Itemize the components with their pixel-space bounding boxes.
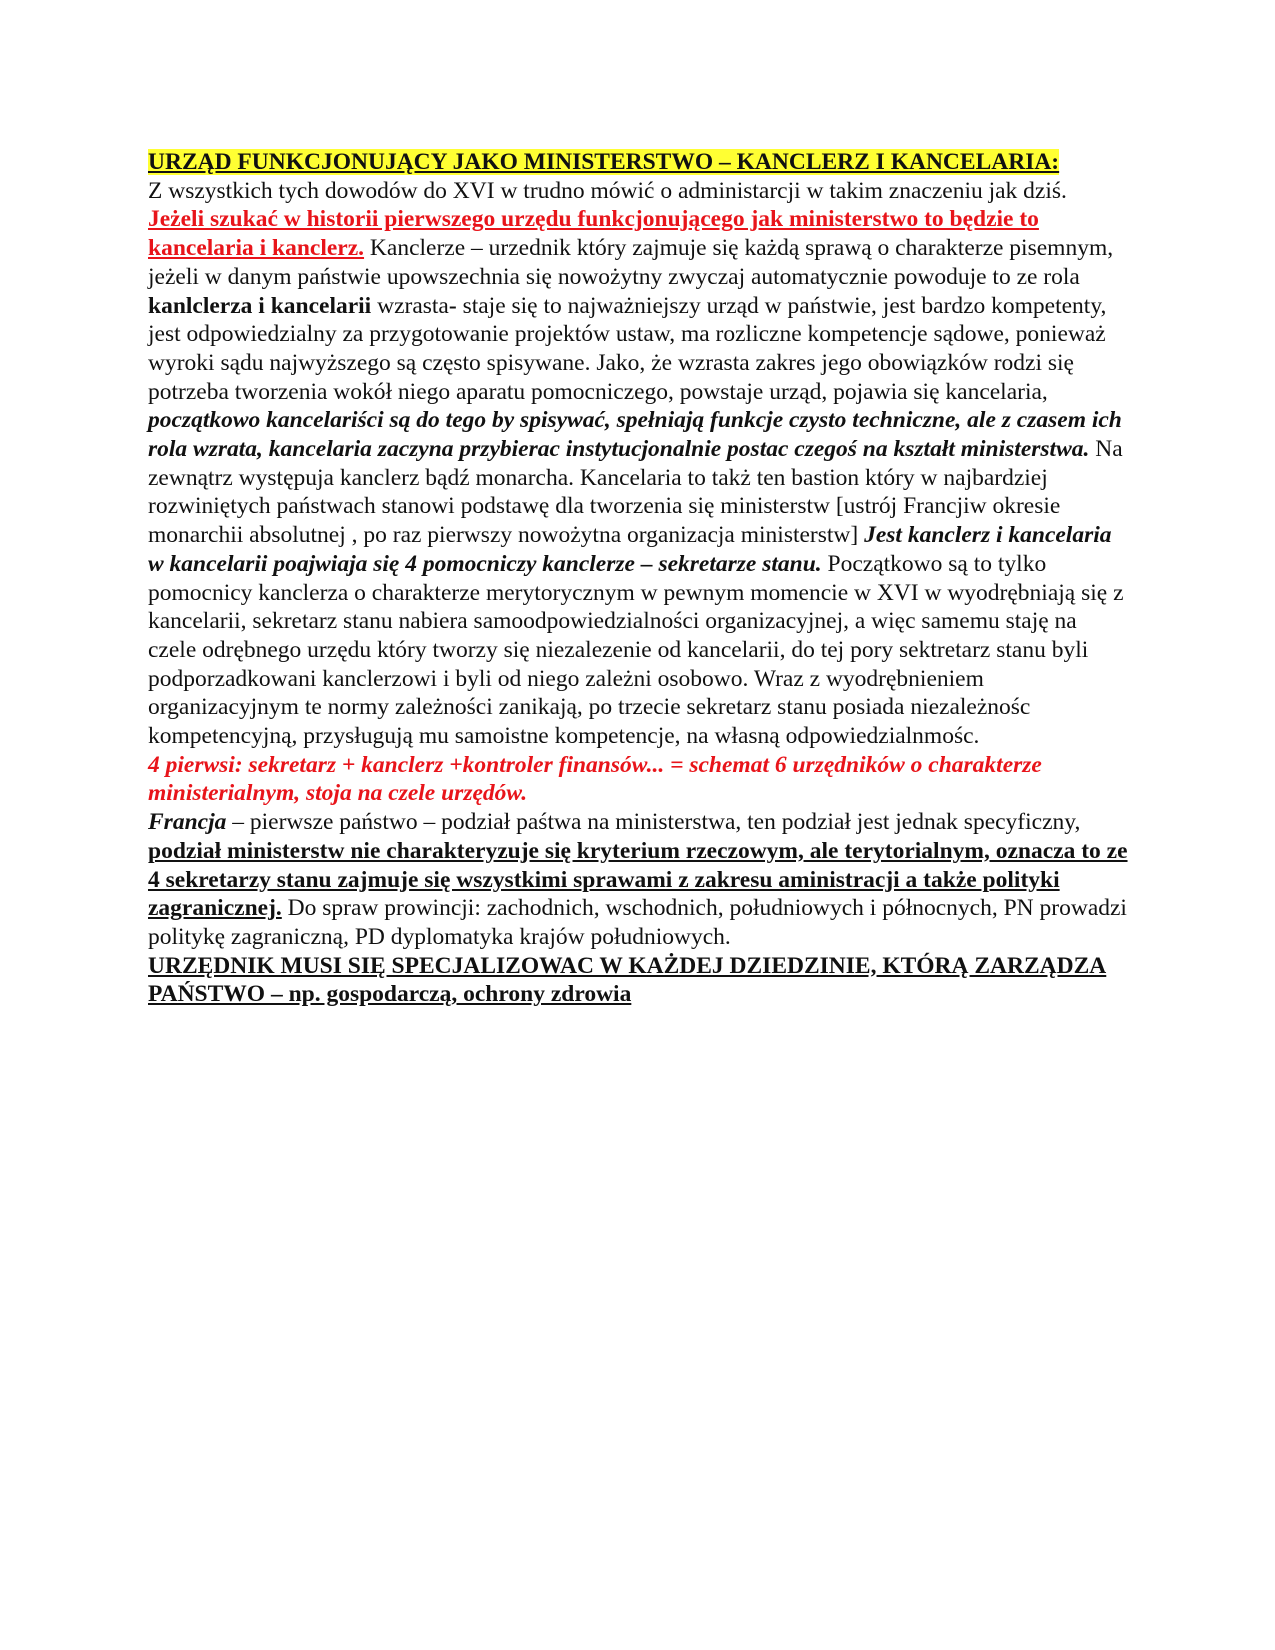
text-run: Kanclerze – urzednik który zajmuje się każdą sprawą o charakterze pisemnym, jeżeli w danym państwie upowszechnia się nowożytny zwyczaj automatycznie powoduje to ze rola [148, 235, 1114, 290]
bold-italic-passage: początkowo kancelariści są do tego by spisywać, spełniają funkcje czysto techniczne, ale z czasem ich rola wzrata, kancelaria zaczyna przybierac instytucjonalnie postac czegoś na kształt ministerstwa. [148, 407, 1122, 463]
text-run: staje się to najważniejszy urząd w państwie, jest bardzo kompetenty, jest odpowiedzialny za przygotowanie projektów ustaw, ma rozliczne kompetencje sądowe, ponieważ wyroki sądu najwyższego są często spisywane. Jako, że wzrasta zakres jego obowiązków rodzi się potrzeba tworzenia wokół niego aparatu pomocniczego, powstaje urząd, pojawia się kancelaria, [148, 292, 1107, 405]
paragraph-kancelaria [148, 177, 1128, 751]
closing-paragraph [148, 952, 1128, 1009]
text-run: Do spraw prowincji: zachodnich, wschodnich, południowych i północnych, PN prowadzi politykę zagraniczną, PD dyplomatyka krajów południowych. [148, 895, 1127, 950]
bold-dash: - [448, 292, 457, 319]
bold-underlined-statement: podział ministerstw nie charakteryzuje się kryterium rzeczowym, ale terytorialnym, oznacza to ze 4 sekretarzy stanu zajmuje się wszystkimi sprawami z zakresu aministracji a także polityki zagranicznej. [148, 837, 1128, 922]
red-underlined-statement: Jeżeli szukać w historii pierwszego urzędu funkcjonującego jak ministerstwo to będzie to kancelaria i kanclerz. [148, 206, 1039, 262]
bold-italic-passage: Jest kanclerz i kancelaria w kancelarii poajwiaja się 4 pomocniczy kanclerze – sekretarze stanu. [148, 522, 1112, 577]
red-bold-italic-note: 4 pierwsi: sekretarz + kanclerz +kontroler finansów... = schemat 6 urzędników o charakterze ministerialnym, stoja na czele urzędów. [148, 751, 1042, 807]
bold-term: kanlclerza i kancelarii [148, 292, 372, 319]
text-run: Z wszystkich tych dowodów do XVI w trudno mówić o administarcji w takim znaczeniu jak dziś. [148, 177, 1067, 204]
section-heading: URZĄD FUNKCJONUJĄCY JAKO MINISTERSTWO – KANCLERZ I KANCELARIA: [148, 149, 1060, 175]
paragraph-francja [148, 808, 1128, 952]
text-run: Początkowo są to tylko pomocnicy kanclerza o charakterze merytorycznym w pewnym momencie w XVI w wyodrębniają się z kancelarii, sekretarz stanu nabiera samoodpowiedzialności organizacyjnej, a więc samemu staję na czele odrębnego urzędu który tworzy się niezalezenie od kancelarii, do tej pory sektretarz stanu byli podporzadkowani kanclerzowi i byli od niego zależni osobowo. Wraz z wyodrębnieniem organizacyjnym te normy zależności zanikają, po trzecie sekretarz stanu posiada niezależnośc kompetencyjną, przysługują mu samoistne kompetencje, na własną odpowiedzialnmośc. [148, 550, 1124, 750]
country-term: Francja [148, 809, 227, 836]
closing-statement: URZĘDNIK MUSI SIĘ SPECJALIZOWAC W KAŻDEJ DZIEDZINIE, KTÓRĄ ZARZĄDZA PAŃSTWO – np. gospodarczą, ochrony zdrowia [148, 952, 1107, 1008]
text-run: – pierwsze państwo – podział paśtwa na ministerstwa, ten podział jest jednak specyficzny, [226, 809, 1081, 836]
document-page [148, 148, 1128, 1009]
paragraph-schemat [148, 751, 1128, 808]
text-run: Na zewnątrz występuja kanclerz bądź monarcha. Kancelaria to takż ten bastion który w najbardziej rozwiniętych państwach stanowi podstawę dla tworzenia się ministerstw [ustrój Francjiw okresie monarchii absolutnej , po raz pierwszy nowożytna organizacja ministerstw] [148, 436, 1123, 549]
text-run: wzrasta [371, 292, 449, 319]
heading-paragraph [148, 148, 1128, 177]
